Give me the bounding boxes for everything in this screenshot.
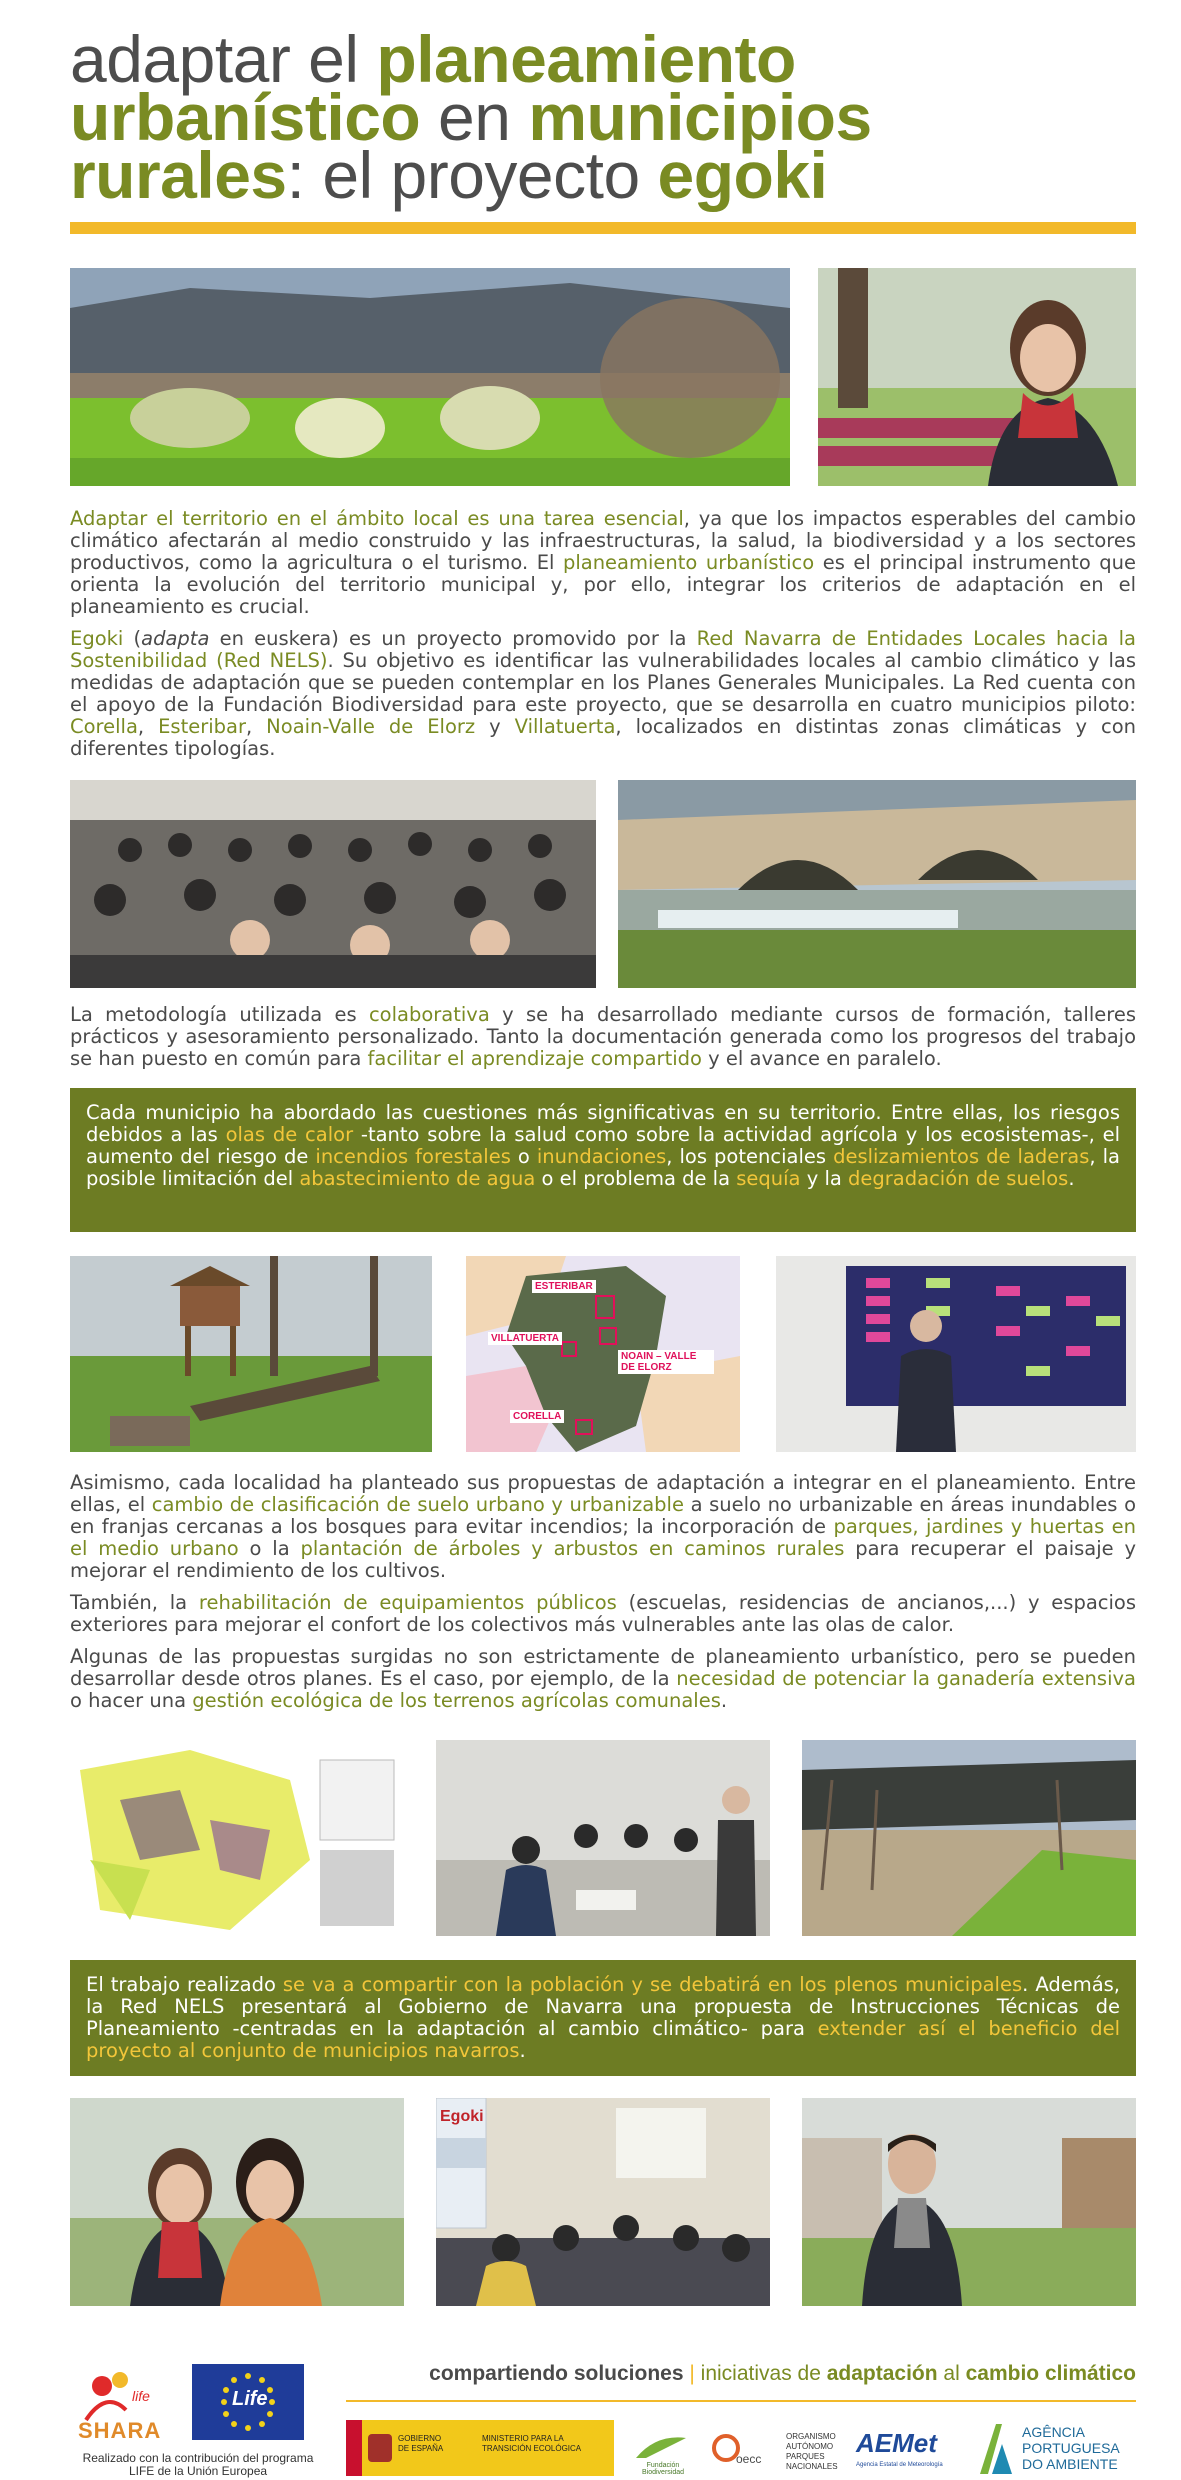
title-part: en xyxy=(420,80,529,154)
highlight: facilitar el aprendizaje compartido xyxy=(367,1047,702,1070)
footer-divider xyxy=(346,2400,1136,2402)
footer-tagline xyxy=(346,2362,1136,2386)
text: . xyxy=(1068,1167,1075,1190)
oapn-logo: ORGANISMO AUTÓNOMO PARQUES NACIONALES xyxy=(786,2432,838,2471)
apa-text: PORTUGUESA xyxy=(1022,2440,1120,2456)
meeting-photo xyxy=(436,1740,770,1936)
egoki-sign: Egoki xyxy=(440,2108,484,2125)
rural-landscape-photo xyxy=(802,1740,1136,1936)
highlight: inundaciones xyxy=(536,1145,667,1168)
presentation-photo xyxy=(436,2098,770,2306)
tagline-separator: | xyxy=(683,2362,701,2385)
aemet-sub-text: Agencia Estatal de Meteorología xyxy=(856,2462,943,2468)
title-underline xyxy=(70,222,1136,234)
text: Cada municipio ha abordado las cuestiones más significativas en su territorio. Entre ellas, los riesgos debidos a las xyxy=(86,1101,1120,1146)
fundacion-biodiversidad-logo xyxy=(626,2424,700,2474)
highlight: abastecimiento de agua xyxy=(299,1167,536,1190)
text: , xyxy=(137,715,159,738)
highlight: deslizamientos de laderas xyxy=(833,1145,1090,1168)
highlight: olas de calor xyxy=(225,1123,354,1146)
method-paragraph xyxy=(70,1004,1136,1070)
text: -tanto sobre la salud como sobre la actividad agrícola y los ecosistemas-, el aumento del riesgo de xyxy=(86,1123,1120,1168)
proposals-paragraph-1 xyxy=(70,1472,1136,1582)
bridge-photo xyxy=(618,780,1136,988)
text: ( xyxy=(123,627,142,650)
tagline-part: adaptación xyxy=(826,2362,938,2385)
shara-logo xyxy=(76,2360,172,2448)
text: para recuperar el paisaje y mejorar el rendimiento de los cultivos. xyxy=(70,1537,1136,1582)
apa-text: AGÊNCIA xyxy=(1022,2424,1086,2440)
highlight: se va a compartir con la población y se debatirá en los plenos municipales xyxy=(282,1973,1023,1996)
title-highlight: rurales xyxy=(70,138,287,212)
fb-text: Fundación Biodiversidad xyxy=(641,2462,685,2476)
text: , xyxy=(246,715,267,738)
classroom-photo xyxy=(70,780,596,988)
playground-photo xyxy=(70,1256,432,1452)
text: o el problema de la xyxy=(535,1167,737,1190)
text: . xyxy=(519,2039,526,2062)
highlight: Corella xyxy=(70,715,138,738)
intro-text xyxy=(70,508,1136,770)
intro-paragraph-2 xyxy=(70,628,1136,760)
page-title xyxy=(70,22,1150,212)
text: o la xyxy=(238,1537,301,1560)
shara-life-text: life xyxy=(132,2388,150,2404)
text: , localizados en distintas zonas climáticas y con diferentes tipologías. xyxy=(70,715,1136,760)
text: adapta xyxy=(141,627,210,650)
dissemination-box xyxy=(70,1960,1136,2076)
text: La metodología utilizada es xyxy=(70,1003,369,1026)
highlight: extender así el beneficio del proyecto al conjunto de municipios navarros xyxy=(86,2017,1120,2062)
highlight: gestión ecológica de los terrenos agrícolas comunales xyxy=(192,1689,721,1712)
workshop-board-photo xyxy=(776,1256,1136,1452)
highlight: Esteribar xyxy=(158,715,246,738)
apa-logo xyxy=(976,2420,1136,2478)
intro-paragraph-1 xyxy=(70,508,1136,618)
text: . Además, la Red NELS presentará al Gobierno de Navarra una propuesta de Instrucciones Técnicas de Planeamiento -centradas en la adaptación al cambio climático- para xyxy=(86,1973,1120,2040)
gobierno-text: GOBIERNO DE ESPAÑA xyxy=(398,2434,444,2453)
text: , los potenciales xyxy=(666,1145,834,1168)
life-contribution-text: Realizado con la contribución del programa LIFE de la Unión Europea xyxy=(82,2451,314,2478)
highlight: sequía xyxy=(736,1167,801,1190)
highlight: Villatuerta xyxy=(514,715,616,738)
highlight: parques, jardines y huertas en el medio urbano xyxy=(70,1515,1137,1560)
text: , la posible limitación del xyxy=(86,1145,1121,1190)
title-highlight: planeamiento xyxy=(376,22,796,96)
eu-flag-logo xyxy=(192,2364,304,2440)
shara-text: SHARA xyxy=(78,2418,162,2443)
text: y xyxy=(475,715,515,738)
text: y la xyxy=(800,1167,849,1190)
highlight: incendios forestales xyxy=(315,1145,511,1168)
text: a suelo no urbanizable en áreas inundables o en franjas cercanas a los bosques para evitar incendios; la incorporación de xyxy=(70,1493,1136,1538)
map-label-esteribar: ESTERIBAR xyxy=(532,1280,596,1293)
aemet-text: AEMet xyxy=(856,2428,937,2458)
text: . xyxy=(720,1689,728,1712)
tagline-part: al xyxy=(937,2362,966,2385)
highlight: necesidad de potenciar la ganadería extensiva xyxy=(676,1667,1136,1690)
zoning-map-image xyxy=(70,1740,404,1936)
text: o xyxy=(510,1145,537,1168)
portrait-photo xyxy=(818,268,1136,486)
oecc-text: oecc xyxy=(736,2452,762,2466)
method-text xyxy=(70,1004,1136,1080)
text: y se ha desarrollado mediante cursos de formación, talleres prácticos y asesoramiento personalizado. Tanto la documentación generada como los progresos del trabajo se han puesto en común para xyxy=(70,1003,1136,1070)
text: o hacer una xyxy=(70,1689,193,1712)
text: en euskera) es un proyecto promovido por la xyxy=(209,627,697,650)
text: (escuelas, residencias de ancianos,...) y espacios exteriores para mejorar el confort de los colectivos más vulnerables ante las olas de calor. xyxy=(70,1591,1137,1636)
highlight: cambio de clasificación de suelo urbano y urbanizable xyxy=(151,1493,684,1516)
highlight: Egoki xyxy=(70,627,124,650)
title-highlight: egoki xyxy=(657,138,828,212)
apa-text: DO AMBIENTE xyxy=(1022,2456,1118,2472)
title-part: : el proyecto xyxy=(286,138,658,212)
oecc-logo xyxy=(710,2428,780,2472)
map-label-corella: CORELLA xyxy=(510,1410,564,1423)
highlight: Noain-Valle de Elorz xyxy=(266,715,476,738)
tagline-part: compartiendo soluciones xyxy=(429,2362,684,2385)
proposals-paragraph-3 xyxy=(70,1646,1136,1712)
highlight: degradación de suelos xyxy=(848,1167,1069,1190)
title-highlight: urbanístico xyxy=(70,80,421,154)
two-women-photo xyxy=(70,2098,404,2306)
life-text: Life xyxy=(232,2388,268,2410)
aemet-logo xyxy=(856,2424,956,2474)
text: es el principal instrumento que orienta la evolución del territorio municipal y, por ello, integrar los criterios de adaptación en el planeamiento es crucial. xyxy=(70,551,1136,618)
man-portrait-photo xyxy=(802,2098,1136,2306)
text: También, la xyxy=(70,1591,199,1614)
gobierno-espana-logo xyxy=(346,2420,614,2476)
text: y el avance en paralelo. xyxy=(701,1047,942,1070)
tagline-part: iniciativas de xyxy=(700,2362,827,2385)
tagline-part: cambio climático xyxy=(965,2362,1136,2385)
text: Asimismo, cada localidad ha planteado sus propuestas de adaptación a integrar en el planeamiento. Entre ellas, el xyxy=(70,1471,1136,1516)
text: , ya que los impactos esperables del cambio climático afectarán al medio construido y las infraestructuras, la salud, la biodiversidad y a los sectores productivos, como la agricultura o el turismo. El xyxy=(70,507,1136,574)
map-label-noain: NOAIN – VALLE DE ELORZ xyxy=(618,1350,714,1374)
proposals-text xyxy=(70,1472,1136,1722)
text: . Su objetivo es identificar las vulnerabilidades locales al cambio climático y las medidas de adaptación que se pueden contemplar en los Planes Generales Municipales. La Red cuenta con el apoyo de la Fundación Biodiversidad para este proyecto, que se desarrolla en cuatro municipios piloto: xyxy=(70,649,1136,716)
text: El trabajo realizado xyxy=(86,1973,283,1996)
risks-box xyxy=(70,1088,1136,1232)
highlight: rehabilitación de equipamientos públicos xyxy=(198,1591,617,1614)
title-part: adaptar el xyxy=(70,22,377,96)
ministerio-text: MINISTERIO PARA LA TRANSICIÓN ECOLÓGICA xyxy=(482,2434,582,2453)
highlight: plantación de árboles y arbustos en caminos rurales xyxy=(300,1537,845,1560)
title-highlight: municipios xyxy=(528,80,872,154)
proposals-paragraph-2 xyxy=(70,1592,1136,1636)
map-label-villatuerta: VILLATUERTA xyxy=(488,1332,562,1345)
highlight: Adaptar el territorio en el ámbito local es una tarea esencial xyxy=(70,507,684,530)
highlight: Red Navarra de Entidades Locales hacia la Sostenibilidad (Red NELS) xyxy=(70,627,1136,672)
highlight: colaborativa xyxy=(368,1003,490,1026)
text: Algunas de las propuestas surgidas no son estrictamente de planeamiento urbanístico, pero se pueden desarrollar desde otros planes. Es el caso, por ejemplo, de la xyxy=(70,1645,1136,1690)
map-image xyxy=(466,1256,740,1452)
highlight: planeamiento urbanístico xyxy=(562,551,815,574)
landscape-photo xyxy=(70,268,790,486)
